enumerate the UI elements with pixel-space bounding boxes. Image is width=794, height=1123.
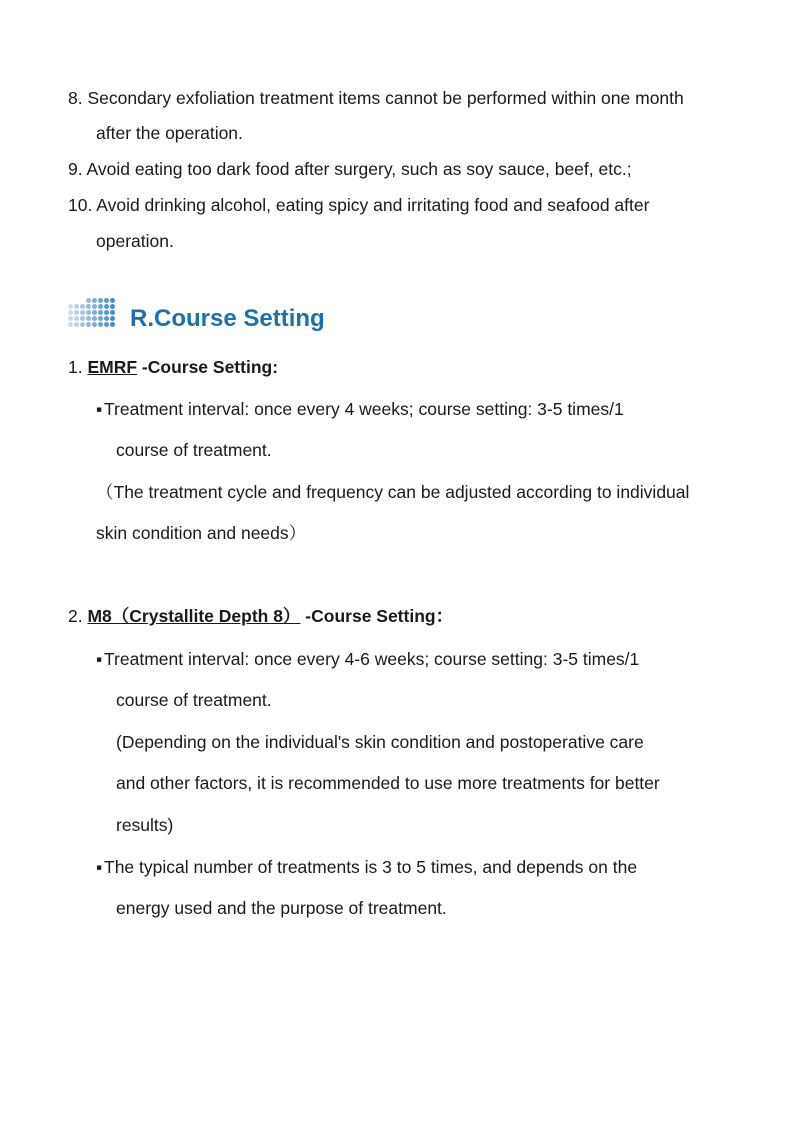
dot-grid-dot [110, 316, 115, 321]
dot-grid-dot [74, 316, 79, 321]
dot-grid-icon [68, 296, 116, 336]
dot-grid-dot [110, 310, 115, 315]
dot-grid-dot [98, 322, 103, 327]
dot-grid-dot [68, 322, 73, 327]
dot-grid-dot [104, 310, 109, 315]
dot-grid-dot [80, 322, 85, 327]
course1-note-line1: （The treatment cycle and frequency can be adjusted according to individual [96, 482, 690, 502]
dot-grid-dot [104, 304, 109, 309]
list-item-10-line2: operation. [96, 231, 174, 251]
dot-grid-dot [92, 316, 97, 321]
dot-grid-dot [86, 316, 91, 321]
list-item-8-line2: after the operation. [96, 123, 243, 143]
list-item-8-line1: 8. Secondary exfoliation treatment items cannot be performed within one month [68, 88, 684, 108]
dot-grid-dot [92, 310, 97, 315]
course1-note-line2: skin condition and needs） [96, 523, 307, 543]
dot-grid-dot [74, 322, 79, 327]
dot-grid-dot [68, 310, 73, 315]
course2-heading [68, 605, 453, 627]
dot-grid-dot [110, 304, 115, 309]
dot-grid-dot [110, 322, 115, 327]
bullet-icon: ▪ [96, 649, 103, 669]
course1-bullet1-line2: course of treatment. [116, 440, 272, 460]
dot-grid-dot [86, 322, 91, 327]
dot-grid-dot [98, 304, 103, 309]
course1-name: EMRF [87, 357, 138, 377]
dot-grid-dot [80, 304, 85, 309]
course2-bullet1-text: Treatment interval: once every 4-6 weeks; course setting: 3-5 times/1 [104, 649, 640, 669]
course1-bullet1-text: Treatment interval: once every 4 weeks; course setting: 3-5 times/1 [104, 399, 624, 419]
dot-grid-dot [104, 298, 109, 303]
bullet-icon: ▪ [96, 399, 103, 419]
course2-bullet2-line2: energy used and the purpose of treatment. [116, 898, 447, 918]
course2-note-line3: results) [116, 815, 174, 835]
list-item-10-line1: 10. Avoid drinking alcohol, eating spicy and irritating food and seafood after [68, 195, 650, 215]
course2-prefix: 2. [68, 606, 88, 626]
dot-grid-dot [68, 316, 73, 321]
dot-grid-dot [92, 322, 97, 327]
section-title: R.Course Setting [130, 305, 325, 332]
dot-grid-dot [92, 298, 97, 303]
dot-grid-dot [86, 298, 91, 303]
list-item-9: 9. Avoid eating too dark food after surgery, such as soy sauce, beef, etc.; [68, 159, 632, 179]
dot-grid-dot [86, 310, 91, 315]
dot-grid-dot [74, 310, 79, 315]
dot-grid-dot [80, 310, 85, 315]
course1-bullet1-line1 [96, 398, 624, 420]
dot-grid-dot [68, 304, 73, 309]
course2-bullet1-line2: course of treatment. [116, 690, 272, 710]
dot-grid-dot [92, 304, 97, 309]
course2-name: M8（Crystallite Depth 8） [87, 606, 301, 626]
course1-heading [68, 356, 278, 378]
dot-grid-dot [80, 316, 85, 321]
dot-grid-dot [104, 322, 109, 327]
course2-colon: ： [435, 606, 454, 626]
dot-grid-dot [98, 316, 103, 321]
bullet-icon: ▪ [96, 857, 103, 877]
dot-grid-dot [86, 304, 91, 309]
course2-note-line2: and other factors, it is recommended to use more treatments for better [116, 773, 660, 793]
dot-grid-dot [110, 298, 115, 303]
course2-bullet2-text: The typical number of treatments is 3 to 5 times, and depends on the [104, 857, 638, 877]
course2-suffix: -Course Setting [300, 606, 436, 626]
course2-bullet1-line1 [96, 648, 639, 670]
course1-suffix: -Course Setting: [137, 357, 279, 377]
course2-note-line1: (Depending on the individual's skin condition and postoperative care [116, 732, 644, 752]
dot-grid-dot [98, 298, 103, 303]
dot-grid-dot [74, 304, 79, 309]
dot-grid-dot [98, 310, 103, 315]
dot-grid-dot [104, 316, 109, 321]
course1-prefix: 1. [68, 357, 88, 377]
course2-bullet2-line1 [96, 856, 637, 878]
